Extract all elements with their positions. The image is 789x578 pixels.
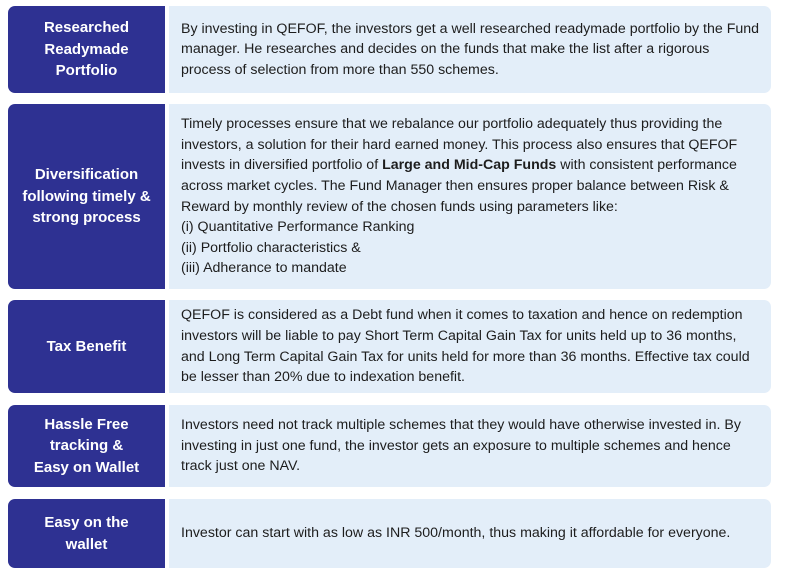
parameter-list-item: (i) Quantitative Performance Ranking bbox=[181, 219, 415, 236]
feature-label-text: Hassle Free tracking & Easy on Wallet bbox=[33, 415, 140, 476]
feature-description bbox=[169, 6, 771, 93]
description-text-before-bold: Timely processes ensure that we rebalance our portfolio adequately thus providing the investors, a solution for their hard earned money. This process also ensures that QEFOF invests in diversified portfolio of bbox=[181, 116, 738, 174]
feature-label bbox=[8, 6, 165, 93]
feature-description-text: Investor can start with as low as INR 500/month, thus making it affordable for everyone. bbox=[181, 525, 731, 542]
feature-label-text: Diversification following timely & strong process bbox=[22, 166, 151, 227]
feature-label bbox=[8, 300, 165, 393]
feature-description bbox=[169, 300, 771, 393]
feature-description bbox=[169, 499, 771, 568]
feature-description bbox=[169, 405, 771, 487]
feature-row-tax-benefit bbox=[8, 300, 771, 393]
feature-label bbox=[8, 499, 165, 568]
feature-row-hassle-free bbox=[8, 405, 771, 487]
description-text-after-bold: with consistent performance across market cycles. The Fund Manager then ensures proper balance between Risk & Reward by monthly review of the chosen funds using parameters like: bbox=[181, 157, 737, 215]
feature-row-researched-portfolio bbox=[8, 6, 771, 93]
parameter-list-item: (iii) Adherance to mandate bbox=[181, 260, 347, 277]
feature-label bbox=[8, 104, 165, 289]
feature-row-easy-on-wallet bbox=[8, 499, 771, 568]
feature-label-text: Researched Readymade Portfolio bbox=[43, 19, 130, 80]
parameter-list-item: (ii) Portfolio characteristics & bbox=[181, 239, 361, 256]
feature-description-text: By investing in QEFOF, the investors get a well researched readymade portfolio by the Fund manager. He researches and decides on the funds that make the list after a rigorous process of selection from more than 550 schemes. bbox=[181, 20, 760, 78]
feature-label-text: Easy on the wallet bbox=[44, 514, 129, 553]
feature-description-text bbox=[181, 114, 761, 279]
feature-row-diversification bbox=[8, 104, 771, 289]
feature-description bbox=[169, 104, 771, 289]
description-bold-text: Large and Mid-Cap Funds bbox=[382, 157, 557, 174]
feature-label bbox=[8, 405, 165, 487]
feature-description-text: Investors need not track multiple schemes that they would have otherwise invested in. By investing in just one fund, the investor gets an exposure to multiple schemes and hence track just one NAV. bbox=[181, 417, 741, 475]
feature-description-text: QEFOF is considered as a Debt fund when it comes to taxation and hence on redemption investors will be liable to pay Short Term Capital Gain Tax for units held up to 36 months, and Long Term Capital Gain Tax for units held for more than 36 months. Effective tax could be lesser than 20% due to indexation benefit. bbox=[181, 307, 750, 386]
feature-label-text: Tax Benefit bbox=[46, 337, 127, 355]
